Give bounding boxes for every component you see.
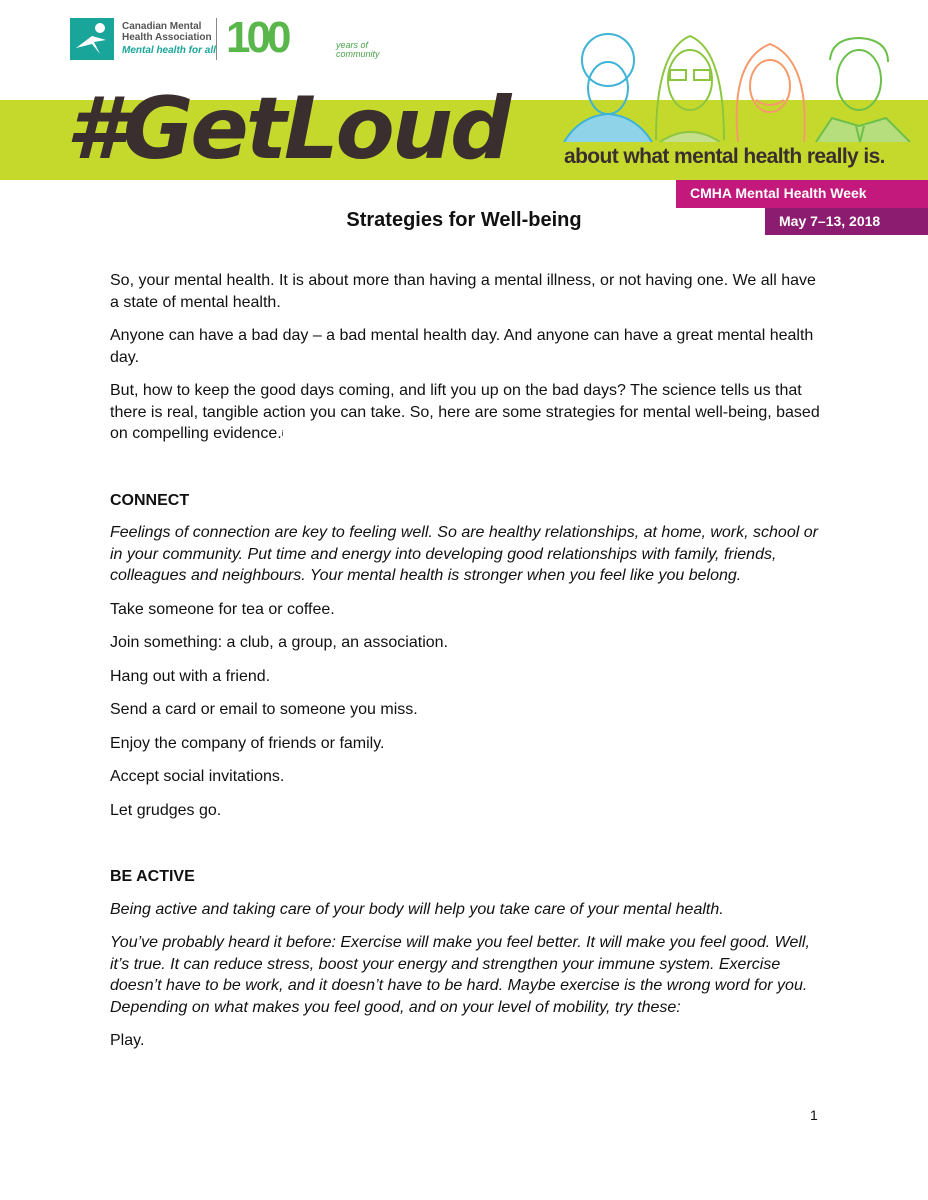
anniversary-number: 100 xyxy=(226,13,288,62)
document-body xyxy=(110,270,820,1064)
footnote-marker[interactable]: i xyxy=(281,429,284,438)
be-active-body: You’ve probably heard it before: Exercise will make you feel better. It will make you feel good. Well, it’s true. It can reduce stress, boost your energy and strengthen your immune system. Exercise doesn’t have to be work, and it doesn’t have to be hard. Maybe exercise is the wrong word for you. Depending on what makes you feel good, and on your level of mobility, try these: xyxy=(110,934,810,1016)
event-dates: May 7–13, 2018 xyxy=(779,213,881,229)
list-item: Accept social invitations. xyxy=(110,768,285,785)
cmha-logo-icon xyxy=(70,18,114,60)
campaign-hashtag: #GetLoud xyxy=(66,79,509,179)
anniversary-caption: years of community xyxy=(336,40,380,59)
org-tagline: Mental health for all xyxy=(122,45,216,56)
section-heading-connect: CONNECT xyxy=(110,491,190,509)
event-name: CMHA Mental Health Week xyxy=(690,185,867,201)
list-item: Play. xyxy=(110,1032,145,1049)
document-title: Strategies for Well-being xyxy=(346,209,582,231)
list-item: Enjoy the company of friends or family. xyxy=(110,734,385,752)
list-item: Send a card or email to someone you miss. xyxy=(110,701,418,718)
list-item: Hang out with a friend. xyxy=(110,667,271,685)
org-name: Canadian Mental Health Association xyxy=(122,21,212,43)
intro-paragraph: But, how to keep the good days coming, and lift you up on the bad days? The science tells us that there is real, tangible action you can take. So, here are some strategies for mental well-being, based on compelling evidence.$^i$ xyxy=(110,382,820,442)
people-illustration xyxy=(560,30,928,142)
list-item: Join something: a club, a group, an association. xyxy=(110,634,448,651)
campaign-tagline: about what mental health really is. xyxy=(564,145,885,168)
be-active-lead: Being active and taking care of your body will help you take care of your mental health. xyxy=(110,900,724,918)
page-number: 1 xyxy=(810,1107,818,1123)
list-item: Take someone for tea or coffee. xyxy=(110,600,335,618)
header-divider xyxy=(216,18,217,60)
list-item: Let grudges go. xyxy=(110,801,222,819)
intro-paragraph: So, your mental health. It is about more than having a mental illness, or not having one. We all have a state of mental health. xyxy=(110,272,816,311)
section-heading-be-active: BE ACTIVE xyxy=(110,868,195,885)
connect-lead: Feelings of connection are key to feeling well. So are healthy relationships, at home, work, school or in your community. Put time and energy into developing good relationships with family, friends, colleagues and neighbours. Your mental health is stronger when you feel like you belong. xyxy=(110,524,818,584)
intro-paragraph: Anyone can have a bad day – a bad mental health day. And anyone can have a great mental health day. xyxy=(110,327,814,366)
